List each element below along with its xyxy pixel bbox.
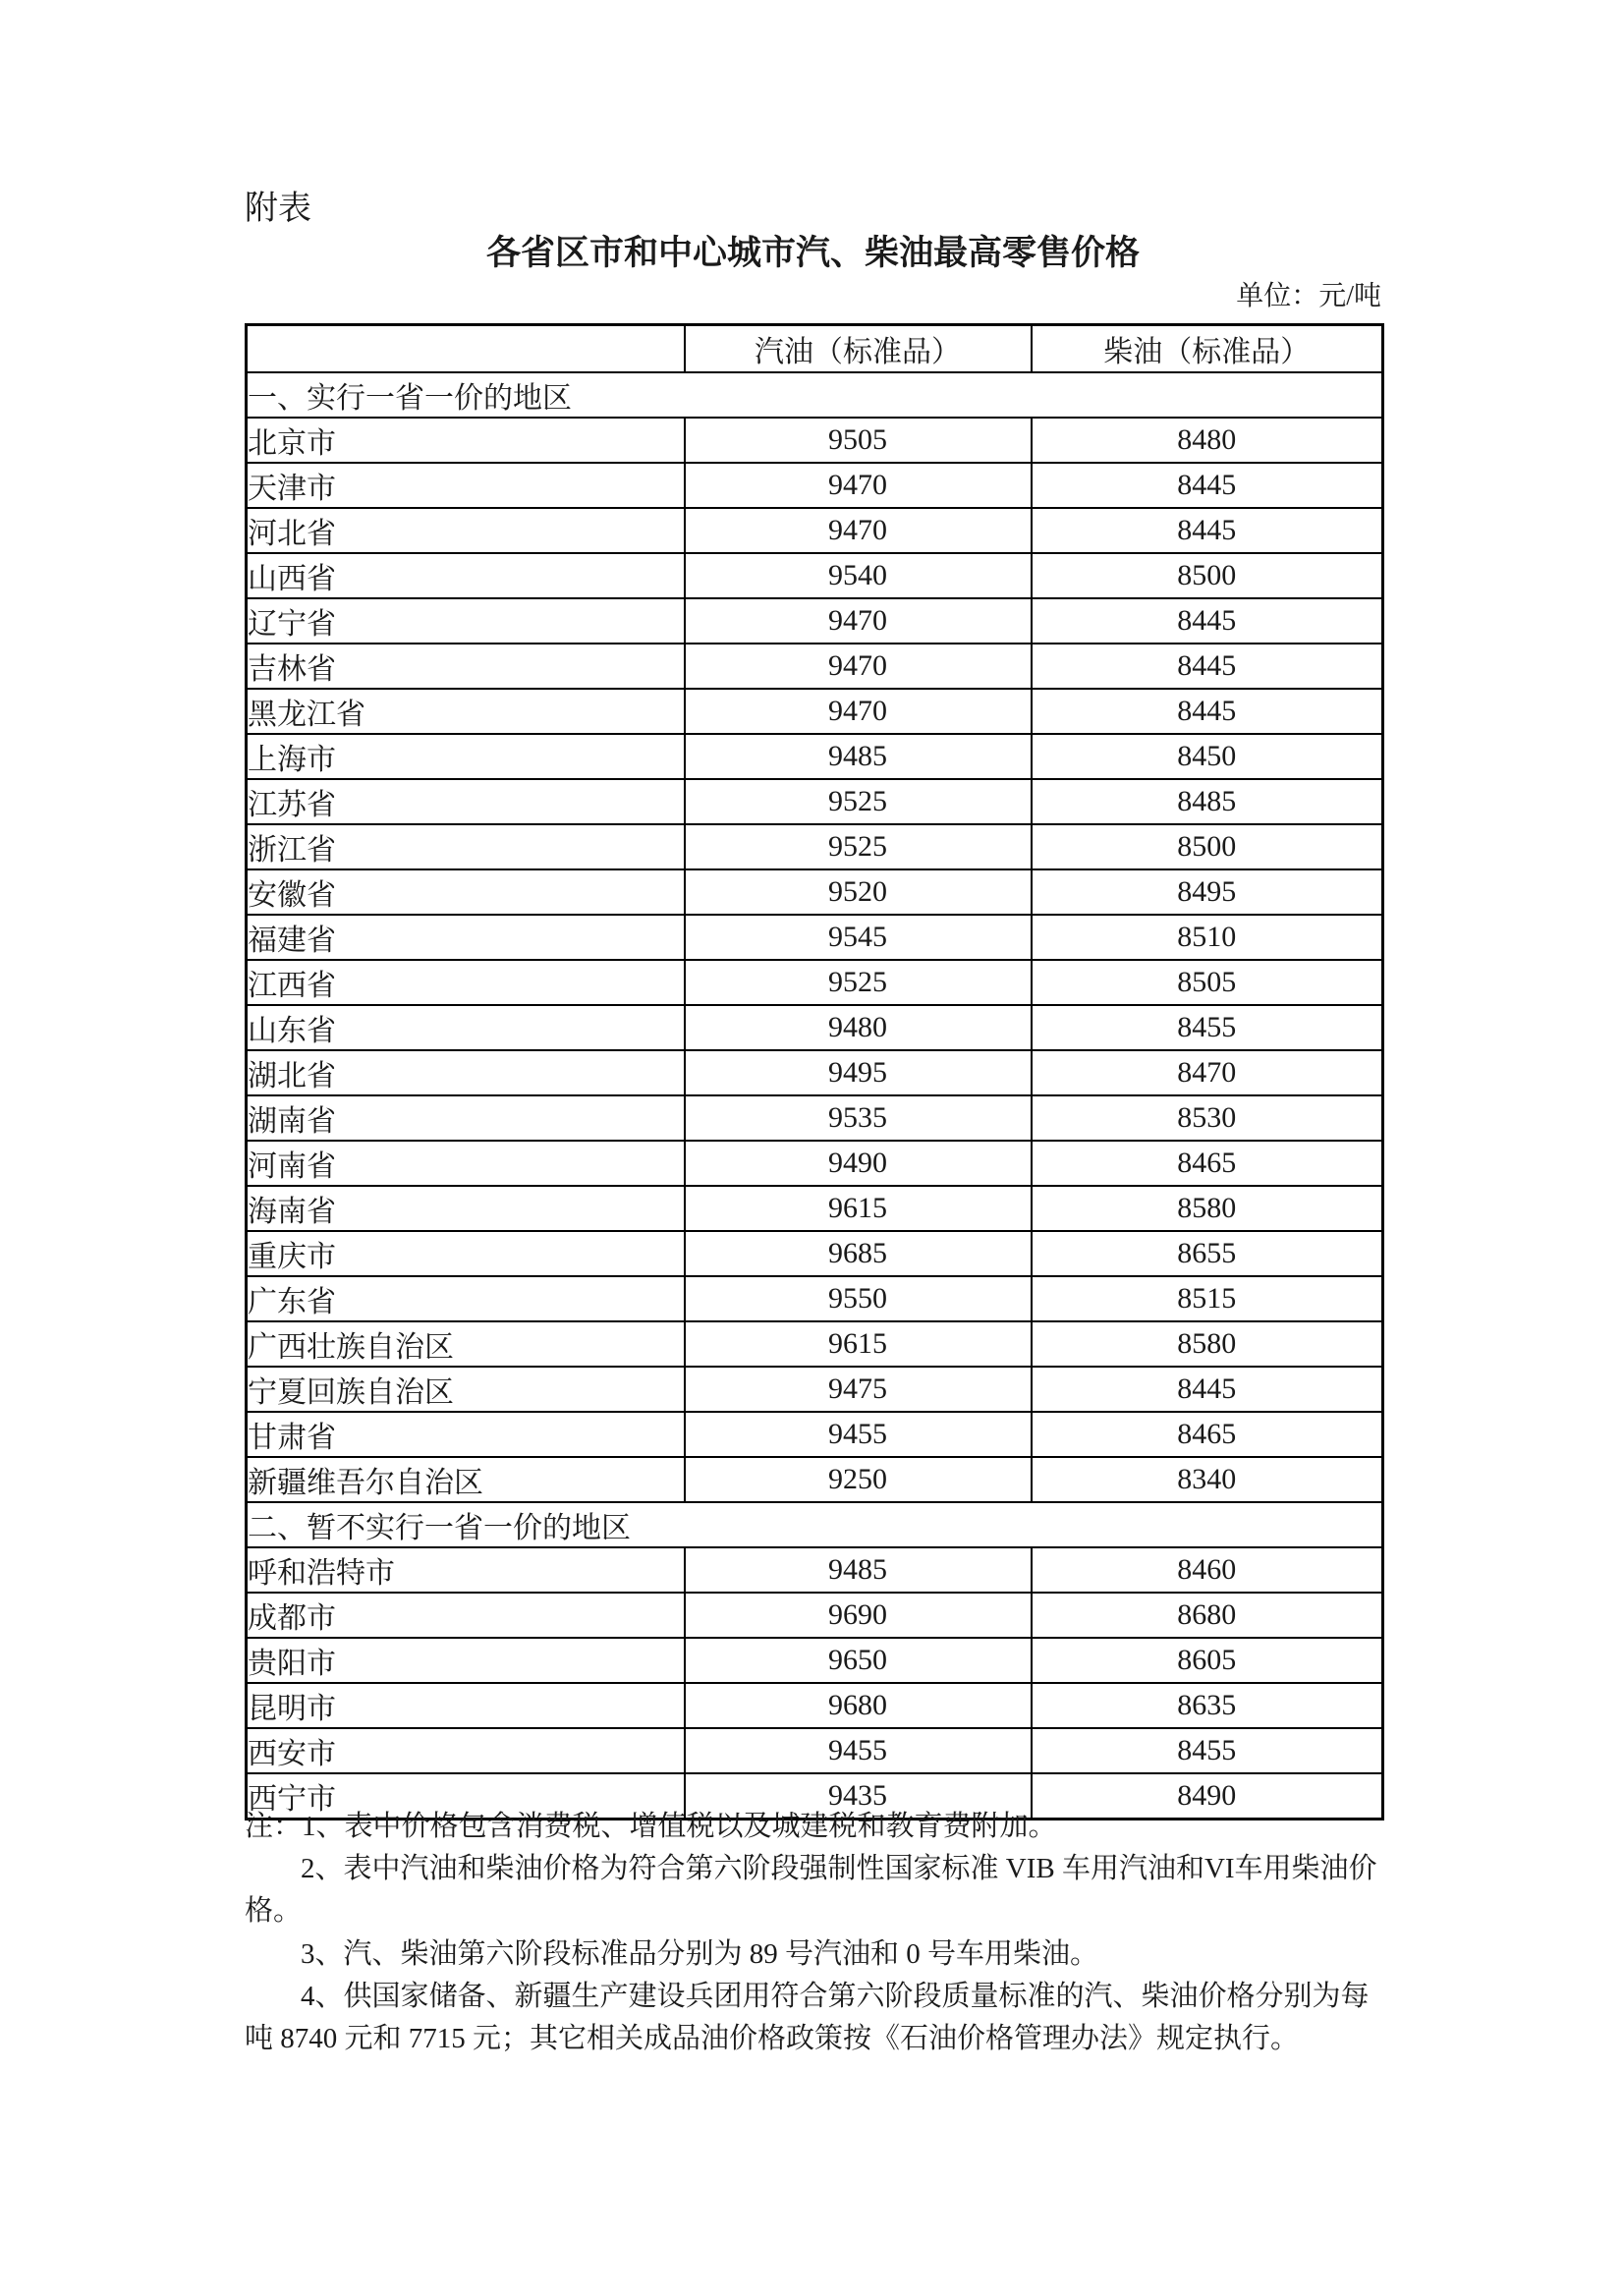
region-cell: 宁夏回族自治区 <box>247 1367 685 1412</box>
diesel-price-cell: 8445 <box>1032 598 1383 644</box>
diesel-price-cell: 8580 <box>1032 1321 1383 1367</box>
gasoline-price-cell: 9485 <box>685 1547 1032 1593</box>
table-row <box>247 1141 1383 1186</box>
diesel-price-cell: 8465 <box>1032 1141 1383 1186</box>
diesel-price-cell: 8580 <box>1032 1186 1383 1231</box>
diesel-price-cell: 8500 <box>1032 553 1383 598</box>
region-cell: 西宁市 <box>247 1773 685 1820</box>
gasoline-price-cell: 9680 <box>685 1683 1032 1728</box>
region-cell: 海南省 <box>247 1186 685 1231</box>
table-row <box>247 1186 1383 1231</box>
diesel-price-cell: 8450 <box>1032 734 1383 779</box>
header-cell-diesel: 柴油（标准品） <box>1032 325 1383 372</box>
gasoline-price-cell: 9650 <box>685 1638 1032 1683</box>
table-row <box>247 1276 1383 1321</box>
gasoline-price-cell: 9470 <box>685 508 1032 553</box>
price-table-body <box>247 325 1383 1820</box>
region-cell: 昆明市 <box>247 1683 685 1728</box>
table-row <box>247 1457 1383 1502</box>
unit-label: 单位：元/吨 <box>1236 281 1381 311</box>
diesel-price-cell: 8465 <box>1032 1412 1383 1457</box>
note-line: 3、汽、柴油第六阶段标准品分别为 89 号汽油和 0 号车用柴油。 <box>301 1937 1099 1970</box>
region-cell: 辽宁省 <box>247 598 685 644</box>
gasoline-price-cell: 9490 <box>685 1141 1032 1186</box>
note-line: 格。 <box>245 1895 303 1928</box>
notes-block <box>245 1806 1483 2060</box>
region-cell: 河北省 <box>247 508 685 553</box>
region-cell: 呼和浩特市 <box>247 1547 685 1593</box>
gasoline-price-cell: 9550 <box>685 1276 1032 1321</box>
region-cell: 天津市 <box>247 463 685 508</box>
diesel-price-cell: 8505 <box>1032 960 1383 1005</box>
region-cell: 江西省 <box>247 960 685 1005</box>
table-row <box>247 1638 1383 1683</box>
gasoline-price-cell: 9455 <box>685 1412 1032 1457</box>
gasoline-price-cell: 9470 <box>685 463 1032 508</box>
diesel-price-cell: 8655 <box>1032 1231 1383 1276</box>
section-header-row <box>247 1502 1383 1547</box>
region-cell: 贵阳市 <box>247 1638 685 1683</box>
gasoline-price-cell: 9690 <box>685 1593 1032 1638</box>
table-row <box>247 915 1383 960</box>
diesel-price-cell: 8500 <box>1032 824 1383 869</box>
gasoline-price-cell: 9525 <box>685 824 1032 869</box>
attachment-label: 附表 <box>245 191 311 227</box>
gasoline-price-cell: 9545 <box>685 915 1032 960</box>
table-row <box>247 1095 1383 1141</box>
table-row <box>247 869 1383 915</box>
diesel-price-cell: 8460 <box>1032 1547 1383 1593</box>
region-cell: 湖南省 <box>247 1095 685 1141</box>
gasoline-price-cell: 9535 <box>685 1095 1032 1141</box>
diesel-price-cell: 8445 <box>1032 508 1383 553</box>
gasoline-price-cell: 9525 <box>685 960 1032 1005</box>
gasoline-price-cell: 9685 <box>685 1231 1032 1276</box>
table-row <box>247 463 1383 508</box>
region-cell: 西安市 <box>247 1728 685 1773</box>
region-cell: 福建省 <box>247 915 685 960</box>
diesel-price-cell: 8495 <box>1032 869 1383 915</box>
region-cell: 黑龙江省 <box>247 689 685 734</box>
region-cell: 河南省 <box>247 1141 685 1186</box>
note-line: 2、表中汽油和柴油价格为符合第六阶段强制性国家标准 VIB 车用汽油和VI车用柴油价 <box>301 1853 1377 1885</box>
gasoline-price-cell: 9435 <box>685 1773 1032 1820</box>
table-row <box>247 508 1383 553</box>
diesel-price-cell: 8515 <box>1032 1276 1383 1321</box>
section-header-cell: 二、暂不实行一省一价的地区 <box>247 1502 1383 1547</box>
diesel-price-cell: 8445 <box>1032 689 1383 734</box>
table-row <box>247 1593 1383 1638</box>
price-table <box>245 323 1384 1820</box>
region-cell: 上海市 <box>247 734 685 779</box>
table-row <box>247 960 1383 1005</box>
region-cell: 湖北省 <box>247 1050 685 1095</box>
diesel-price-cell: 8490 <box>1032 1773 1383 1820</box>
region-cell: 北京市 <box>247 418 685 463</box>
table-row <box>247 644 1383 689</box>
note-line: 4、供国家储备、新疆生产建设兵团用符合第六阶段质量标准的汽、柴油价格分别为每 <box>301 1980 1370 2012</box>
gasoline-price-cell: 9470 <box>685 598 1032 644</box>
table-row <box>247 418 1383 463</box>
gasoline-price-cell: 9495 <box>685 1050 1032 1095</box>
gasoline-price-cell: 9615 <box>685 1321 1032 1367</box>
diesel-price-cell: 8510 <box>1032 915 1383 960</box>
region-cell: 吉林省 <box>247 644 685 689</box>
table-row <box>247 1412 1383 1457</box>
gasoline-price-cell: 9540 <box>685 553 1032 598</box>
diesel-price-cell: 8680 <box>1032 1593 1383 1638</box>
header-cell-gasoline: 汽油（标准品） <box>685 325 1032 372</box>
gasoline-price-cell: 9505 <box>685 418 1032 463</box>
region-cell: 山东省 <box>247 1005 685 1050</box>
table-row <box>247 689 1383 734</box>
gasoline-price-cell: 9470 <box>685 689 1032 734</box>
region-cell: 甘肃省 <box>247 1412 685 1457</box>
table-row <box>247 1321 1383 1367</box>
table-row <box>247 779 1383 824</box>
table-header-row <box>247 325 1383 372</box>
document-title: 各省区市和中心城市汽、柴油最高零售价格 <box>485 234 1140 272</box>
region-cell: 安徽省 <box>247 869 685 915</box>
diesel-price-cell: 8455 <box>1032 1728 1383 1773</box>
diesel-price-cell: 8340 <box>1032 1457 1383 1502</box>
table-row <box>247 1231 1383 1276</box>
region-cell: 浙江省 <box>247 824 685 869</box>
table-row <box>247 1728 1383 1773</box>
diesel-price-cell: 8485 <box>1032 779 1383 824</box>
table-row <box>247 734 1383 779</box>
table-row <box>247 1005 1383 1050</box>
note-line: 注：1、表中价格包含消费税、增值税以及城建税和教育费附加。 <box>245 1811 1057 1842</box>
diesel-price-cell: 8455 <box>1032 1005 1383 1050</box>
diesel-price-cell: 8445 <box>1032 1367 1383 1412</box>
header-cell-region <box>247 325 685 372</box>
table-row <box>247 553 1383 598</box>
table-row <box>247 598 1383 644</box>
region-cell: 广东省 <box>247 1276 685 1321</box>
table-row <box>247 1547 1383 1593</box>
diesel-price-cell: 8635 <box>1032 1683 1383 1728</box>
gasoline-price-cell: 9480 <box>685 1005 1032 1050</box>
table-row <box>247 1050 1383 1095</box>
region-cell: 山西省 <box>247 553 685 598</box>
gasoline-price-cell: 9475 <box>685 1367 1032 1412</box>
table-row <box>247 1683 1383 1728</box>
note-line: 吨 8740 元和 7715 元；其它相关成品油价格政策按《石油价格管理办法》规定执行。 <box>245 2022 1300 2054</box>
diesel-price-cell: 8605 <box>1032 1638 1383 1683</box>
region-cell: 成都市 <box>247 1593 685 1638</box>
gasoline-price-cell: 9615 <box>685 1186 1032 1231</box>
table-row <box>247 1367 1383 1412</box>
diesel-price-cell: 8445 <box>1032 463 1383 508</box>
gasoline-price-cell: 9485 <box>685 734 1032 779</box>
section-header-cell: 一、实行一省一价的地区 <box>247 372 1383 418</box>
region-cell: 重庆市 <box>247 1231 685 1276</box>
gasoline-price-cell: 9525 <box>685 779 1032 824</box>
diesel-price-cell: 8480 <box>1032 418 1383 463</box>
table-row <box>247 824 1383 869</box>
region-cell: 新疆维吾尔自治区 <box>247 1457 685 1502</box>
region-cell: 江苏省 <box>247 779 685 824</box>
region-cell: 广西壮族自治区 <box>247 1321 685 1367</box>
diesel-price-cell: 8530 <box>1032 1095 1383 1141</box>
gasoline-price-cell: 9250 <box>685 1457 1032 1502</box>
diesel-price-cell: 8470 <box>1032 1050 1383 1095</box>
gasoline-price-cell: 9455 <box>685 1728 1032 1773</box>
gasoline-price-cell: 9470 <box>685 644 1032 689</box>
gasoline-price-cell: 9520 <box>685 869 1032 915</box>
section-header-row <box>247 372 1383 418</box>
diesel-price-cell: 8445 <box>1032 644 1383 689</box>
